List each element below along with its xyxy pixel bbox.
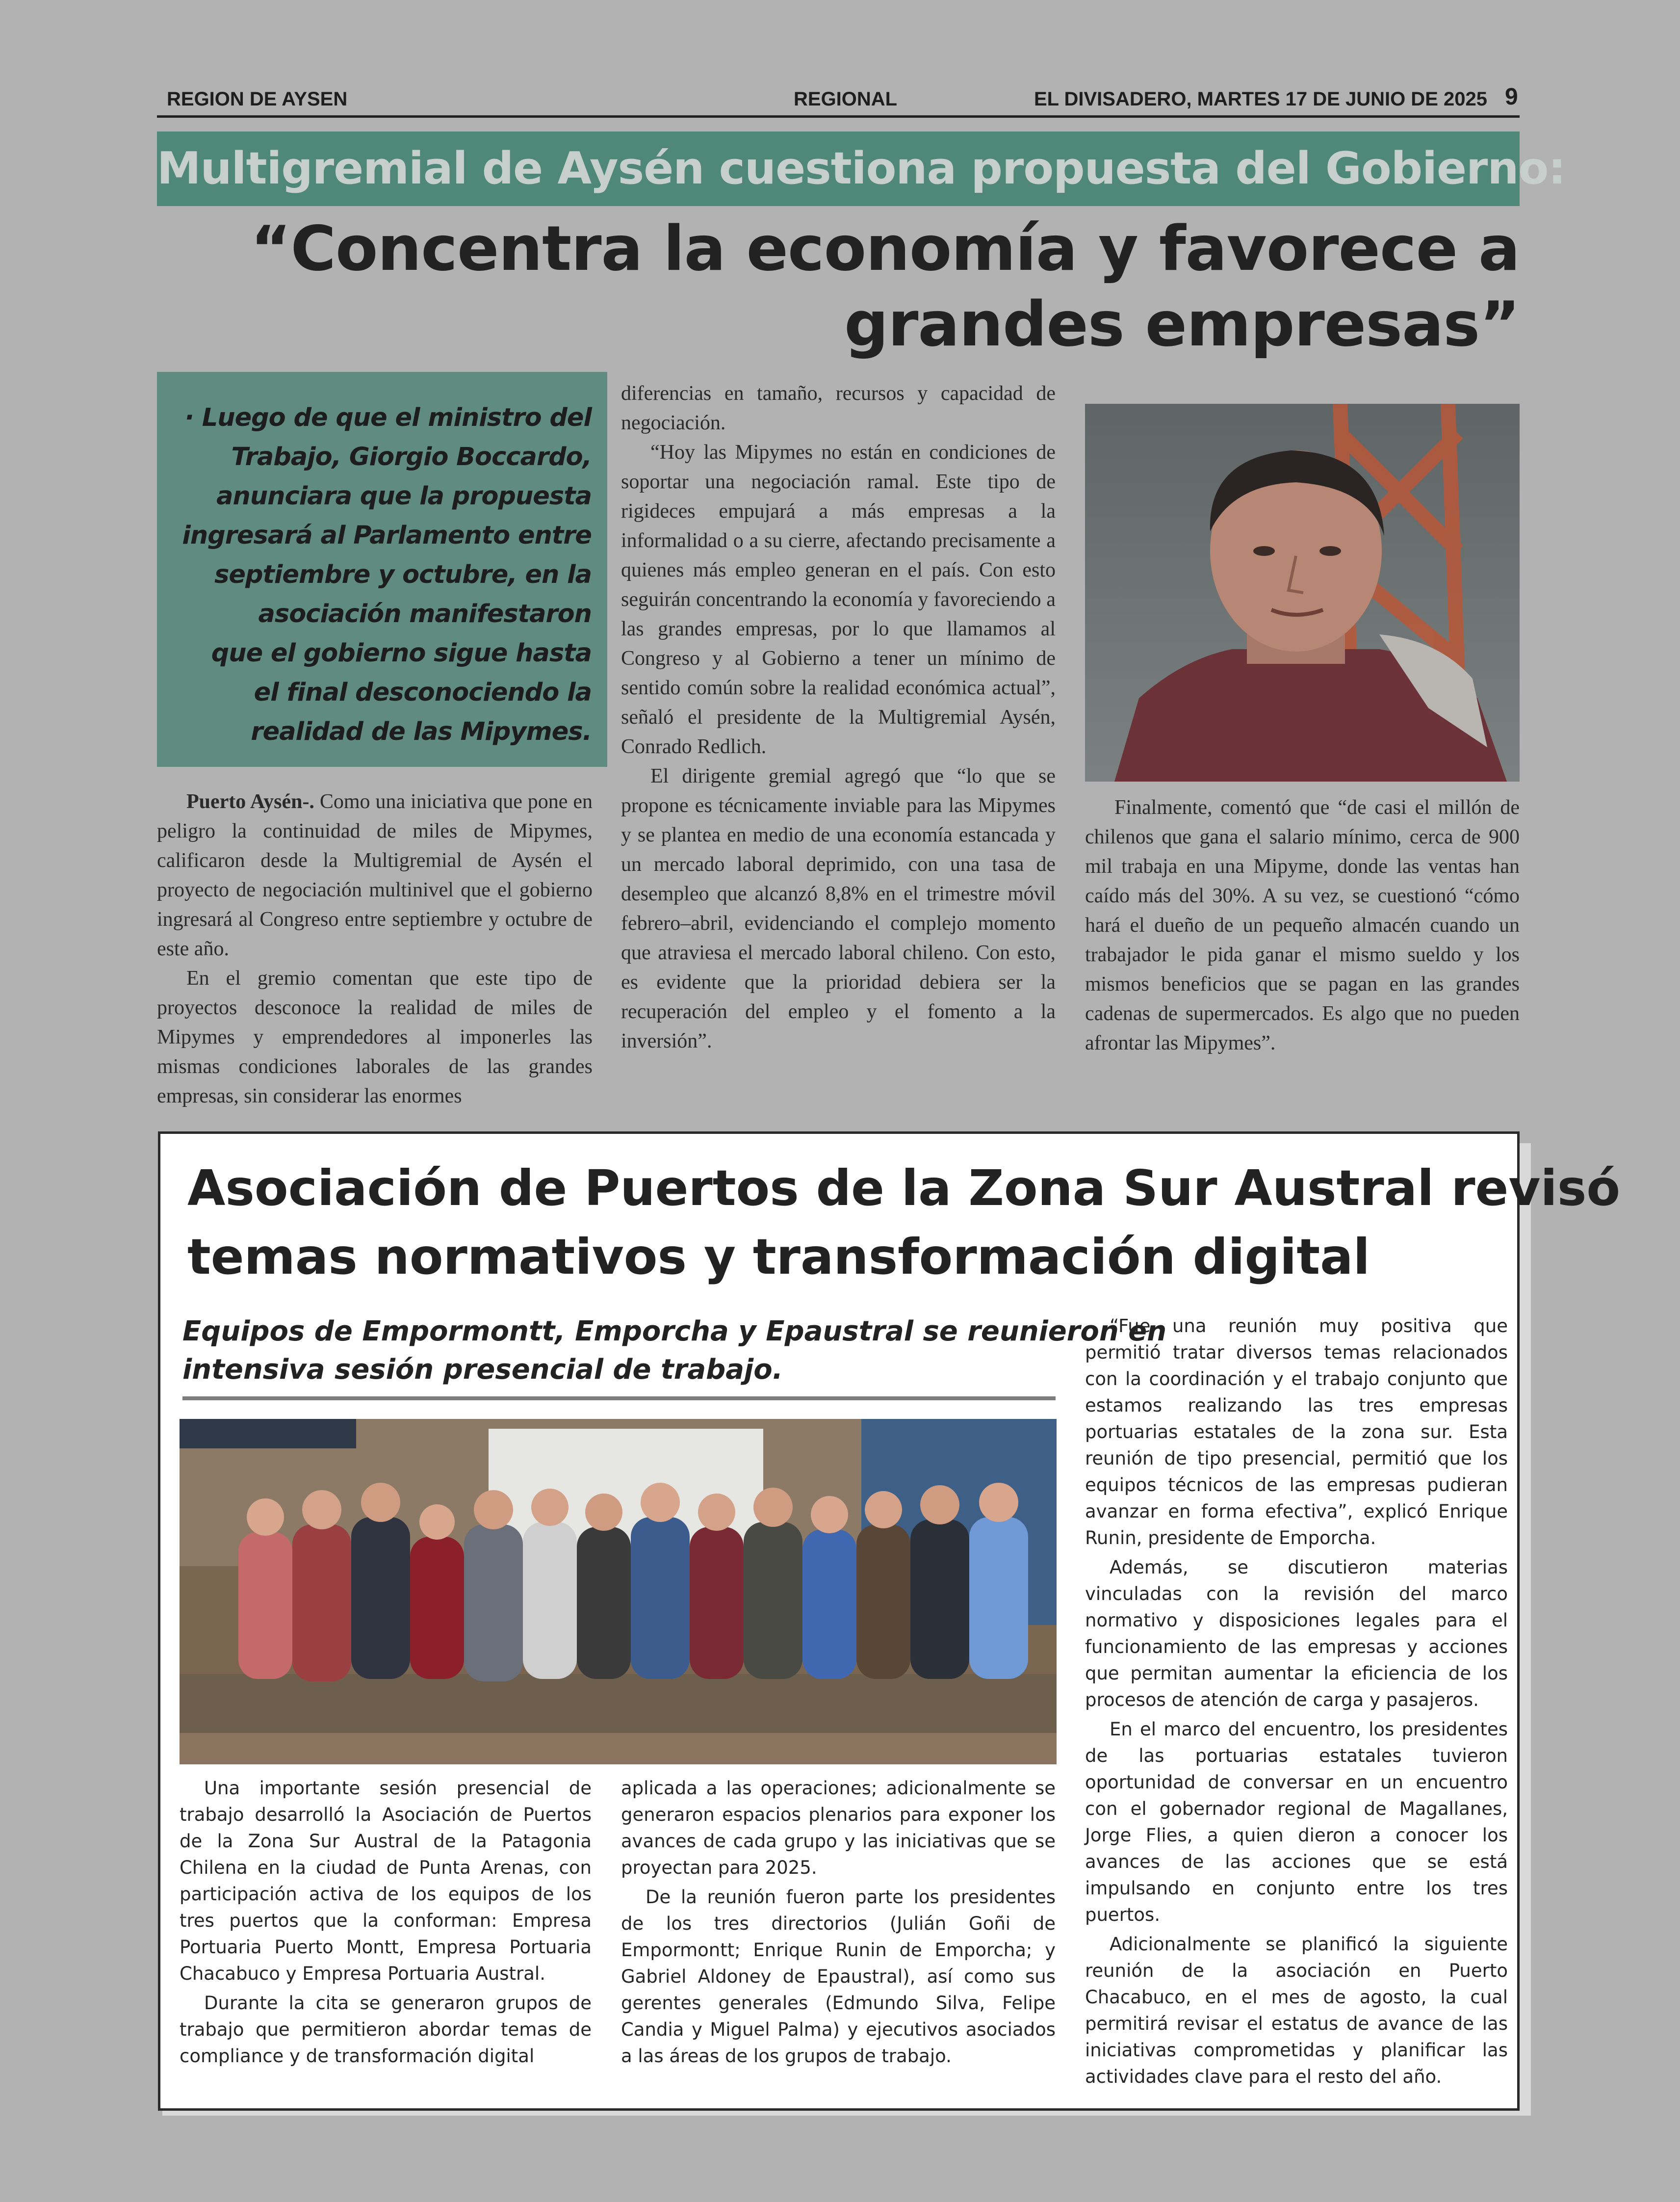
group-photo [180, 1419, 1057, 1764]
section-label: REGION DE AYSEN [167, 88, 348, 110]
lead-line: realidad de las Mipymes. [251, 717, 592, 746]
lead-line: anunciara que la propuesta [216, 482, 592, 511]
lead-line: que el gobierno sigue hasta [211, 639, 592, 668]
lead-line: Trabajo, Giorgio Boccardo, [231, 443, 592, 472]
body-paragraph: En el gremio comentan que este tipo de proyectos desconoce la realidad de miles de Mipymes y emprendedores al imponerles las mismas condiciones laborales de las grandes empresas, sin considerar las enormes [157, 967, 593, 1107]
body-paragraph: diferencias en tamaño, recursos y capacidad de negociación. [621, 382, 1056, 434]
lead-line: asociación manifestaron [258, 600, 592, 629]
body-paragraph: El dirigente gremial agregó que “lo que se propone es técnicamente inviable para las Mipymes y se plantea en medio de una economía estancada y un mercado laboral deprimido, con una tasa de desempleo que alcanzó 8,8% en el trimestre móvil febrero–abril, evidenciando el complejo momento que atraviesa el mercado laboral chileno. Con esto, es evidente que la prioridad debiera ser la recuperación del empleo y el fomento a la inversión”. [621, 765, 1056, 1052]
article2-column-1 [180, 1775, 592, 2072]
lead-line: ingresará al Parlamento entre [182, 521, 592, 550]
title-line-1: Asociación de Puertos de la Zona Sur Austral revisó [187, 1159, 1621, 1217]
article-headline [157, 211, 1520, 362]
article1-column-2 [621, 379, 1056, 1056]
subtitle-divider [182, 1396, 1056, 1400]
title-line-2: temas normativos y transformación digital [187, 1228, 1370, 1285]
dateline: Puerto Aysén-. [186, 790, 314, 813]
lead-line: el final desconociendo la [254, 678, 592, 707]
body-paragraph: aplicada a las operaciones; adicionalmente se generaron espacios plenarios para exponer los avances de cada grupo y las iniciativas que se proyectan para 2025. [621, 1778, 1056, 1878]
lead-line: septiembre y octubre, en la [214, 560, 592, 589]
body-text: Como una iniciativa que pone en peligro la continuidad de miles de Mipymes, calificaron desde la Multigremial de Aysén el proyecto de negociación multinivel que el gobierno ingresará al Congreso entre septiembre y octubre de este año. [157, 790, 593, 960]
portrait-illustration [1085, 404, 1520, 782]
body-paragraph: Además, se discutieron materias vinculadas con la revisión del marco normativo y disposiciones legales para el funcionamiento de las empresas y acciones que permitan aumentar la eficiencia de los procesos de atención de carga y pasajeros. [1085, 1557, 1508, 1710]
body-paragraph: Adicionalmente se planificó la siguiente reunión de la asociación en Puerto Chacabuco, en el mes de agosto, la cual permitirá revisar el estatus de avance de las iniciativas comprometidas y planificar las actividades clave para el resto del año. [1085, 1934, 1508, 2087]
subtitle-line-1: Equipos de Empormontt, Emporcha y Epaustral se reunieron en [182, 1315, 1167, 1347]
article1-column-1 [157, 787, 593, 1111]
lead-line: · Luego de que el ministro del [184, 403, 592, 432]
group-photo-illustration [180, 1419, 1057, 1764]
header-divider [157, 115, 1520, 118]
subtitle-line-2: intensiva sesión presencial de trabajo. [182, 1354, 783, 1386]
article1-column-3 [1085, 793, 1520, 1058]
headline-line-1: “Concentra la economía y favorece a [250, 212, 1520, 285]
article2-title [187, 1154, 1621, 1291]
headline-line-2: grandes empresas” [844, 288, 1520, 360]
article-kicker: Multigremial de Aysén cuestiona propuesta del Gobierno: [157, 143, 1566, 194]
portrait-photo [1085, 404, 1520, 782]
body-paragraph: “Fue una reunión muy positiva que permitió tratar diversos temas relacionados con la coordinación y el trabajo conjunto que estamos realizando las tres empresas portuarias estatales de la zona sur. Esta reunión de tipo presencial, permitió que los equipos técnicos de las empresas pudieran avanzar en forma efectiva”, explicó Enrique Runin, presidente de Emporcha. [1085, 1315, 1508, 1548]
body-paragraph: Durante la cita se generaron grupos de trabajo que permitieron abordar temas de compliance y de transformación digital [180, 1992, 592, 2067]
article-lead [167, 398, 592, 752]
body-paragraph: Finalmente, comentó que “de casi el millón de chilenos que gana el salario mínimo, cerca de 900 mil trabaja en una Mipyme, donde las ventas han caído más del 30%. A su vez, se cuestionó “cómo hará el dueño de un pequeño almacén cuando un trabajador le pida ganar el mismo sueldo y los mismos beneficios que se pagan en las grandes cadenas de supermercados. Es algo que no pueden afrontar las Mipymes”. [1085, 796, 1520, 1054]
body-paragraph: De la reunión fueron parte los presidentes de los tres directorios (Julián Goñi de Empormontt; Enrique Runin de Emporcha; y Gabriel Aldoney de Epaustral), así como sus gerentes generales (Edmundo Silva, Felipe Candia y Miguel Palma) y ejecutivos asociados a las áreas de los grupos de trabajo. [621, 1887, 1056, 2067]
body-paragraph: “Hoy las Mipymes no están en condiciones de soportar una negociación ramal. Este tipo de rigideces empujará a más empresas a la informalidad o a su cierre, afectando precisamente a quienes más empleo generan en el país. Con esto seguirán concentrando la economía y favoreciendo a las grandes empresas, por lo que llamamos al Congreso y al Gobierno a tener un mínimo de sentido común sobre la realidad económica actual”, señaló el presidente de la Multigremial Aysén, Conrado Redlich. [621, 441, 1056, 758]
article2-column-3 [1085, 1313, 1508, 2093]
article2-subtitle [182, 1312, 1167, 1389]
article2-column-2 [621, 1775, 1056, 2072]
body-paragraph: Una importante sesión presencial de trabajo desarrolló la Asociación de Puertos de la Zona Sur Austral de la Patagonia Chilena en la ciudad de Punta Arenas, con participación activa de los equipos de los tres puertos que la conforman: Empresa Portuaria Puerto Montt, Empresa Portuaria Chacabuco y Empresa Portuaria Austral. [180, 1778, 592, 1984]
page-number: 9 [1505, 84, 1518, 110]
body-paragraph: En el marco del encuentro, los presidentes de las portuarias estatales tuvieron oportunidad de conversar en un encuentro con el gobernador regional de Magallanes, Jorge Flies, a quien dieron a conocer los avances de las acciones que se está impulsando en conjunto entre los tres puertos. [1085, 1719, 1508, 1925]
section-center-label: REGIONAL [794, 88, 898, 110]
publication-date: EL DIVISADERO, MARTES 17 DE JUNIO DE 2025 [1034, 88, 1487, 110]
